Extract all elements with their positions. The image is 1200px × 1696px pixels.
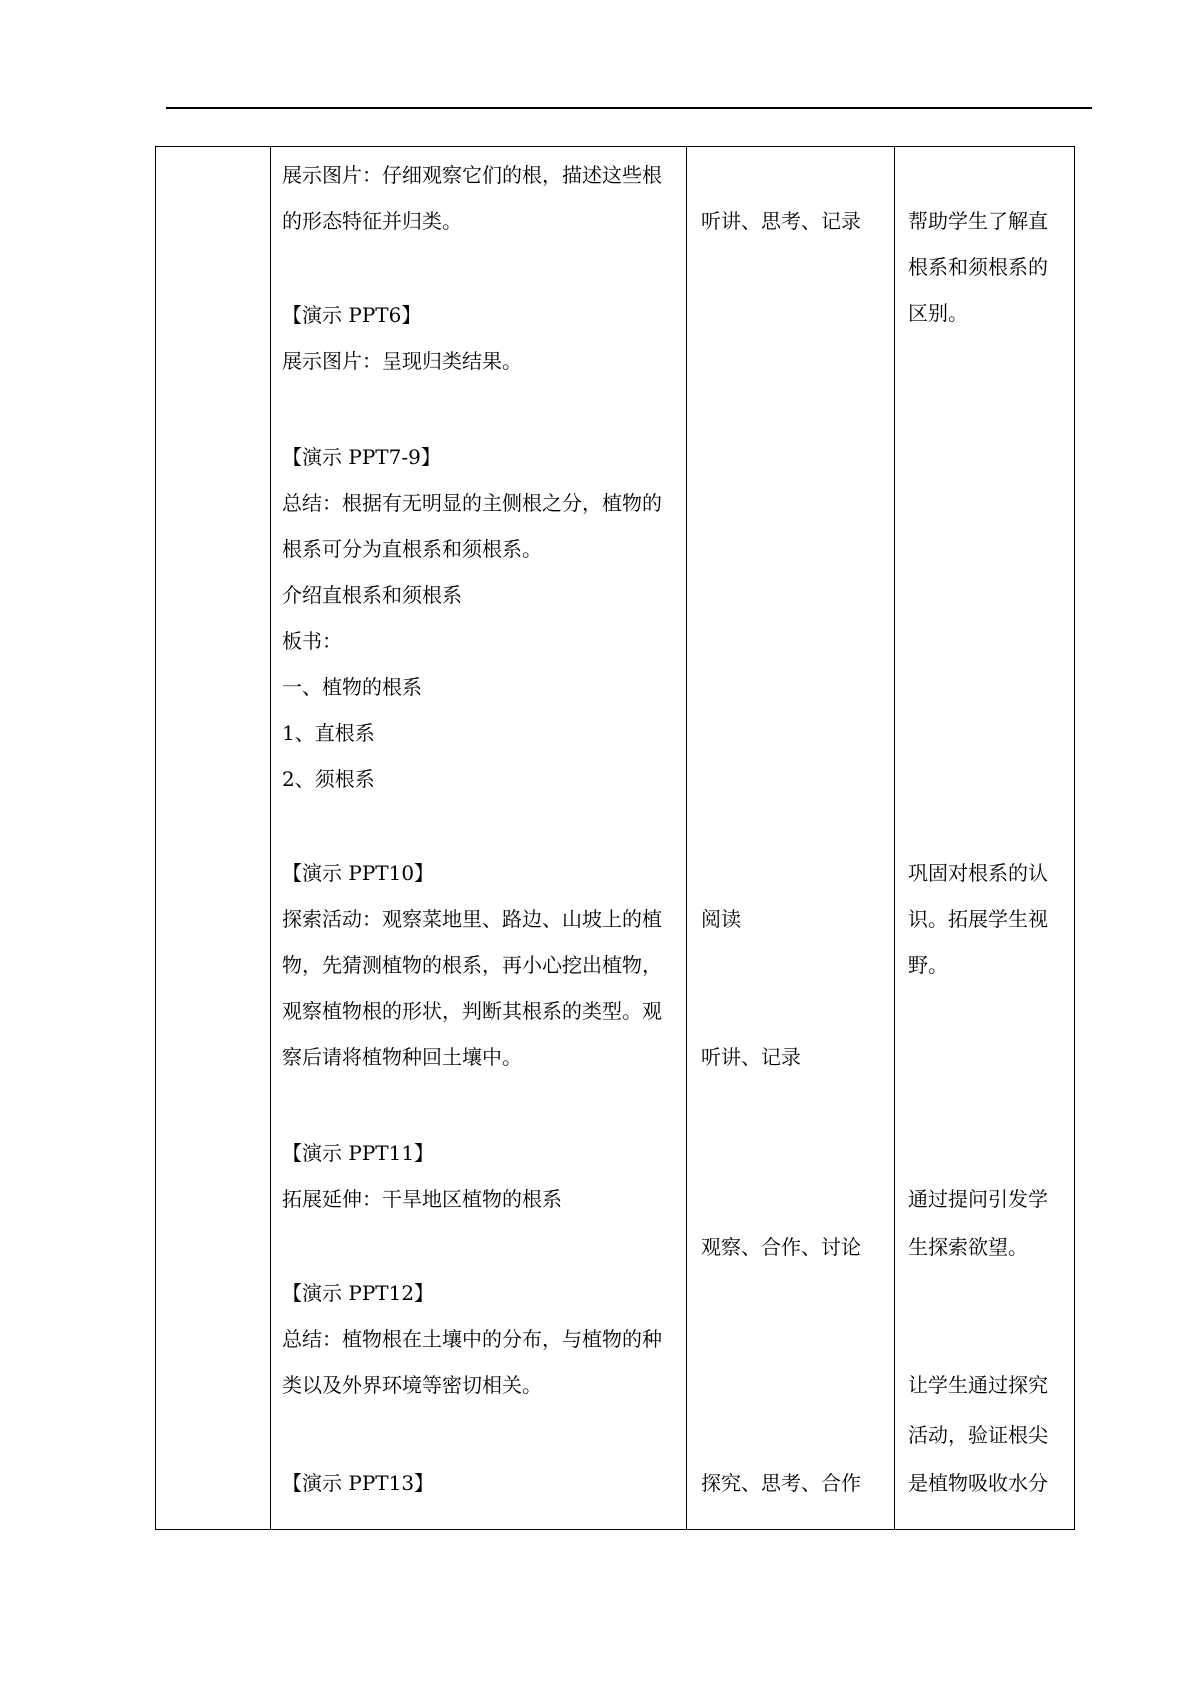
student-activity-line: 听讲、记录 bbox=[701, 1045, 801, 1069]
teacher-activity-line: 察后请将植物种回土壤中。 bbox=[282, 1045, 522, 1069]
design-intent-line: 根系和须根系的 bbox=[908, 255, 1048, 279]
design-intent-line: 巩固对根系的认 bbox=[908, 861, 1048, 885]
teacher-activity-line: 1、直根系 bbox=[282, 721, 375, 745]
design-intent-line: 识。拓展学生视 bbox=[908, 907, 1048, 931]
design-intent-line: 帮助学生了解直 bbox=[908, 209, 1048, 233]
design-intent-cell bbox=[908, 147, 1072, 1529]
teacher-activity-line: 拓展延伸：干旱地区植物的根系 bbox=[282, 1187, 562, 1211]
teacher-activity-line: 展示图片：呈现归类结果。 bbox=[282, 349, 522, 373]
student-activity-cell bbox=[701, 147, 891, 1529]
teacher-activity-line: 观察植物根的形状，判断其根系的类型。观 bbox=[282, 999, 662, 1023]
teacher-activity-line: 介绍直根系和须根系 bbox=[282, 583, 462, 607]
teacher-activity-line: 【演示 PPT6】 bbox=[282, 303, 422, 327]
stage-column-cell bbox=[156, 147, 270, 1529]
design-intent-line: 野。 bbox=[908, 953, 948, 977]
teacher-activity-line: 【演示 PPT11】 bbox=[282, 1141, 435, 1165]
column-divider-3 bbox=[894, 147, 895, 1529]
teacher-activity-line: 一、植物的根系 bbox=[282, 675, 422, 699]
column-divider-1 bbox=[270, 147, 271, 1529]
teacher-activity-line: 物，先猜测植物的根系，再小心挖出植物， bbox=[282, 953, 662, 977]
teacher-activity-line: 板书： bbox=[282, 629, 342, 653]
teacher-activity-line: 探索活动：观察菜地里、路边、山坡上的植 bbox=[282, 907, 662, 931]
teacher-activity-line: 根系可分为直根系和须根系。 bbox=[282, 537, 542, 561]
student-activity-line: 听讲、思考、记录 bbox=[701, 209, 861, 233]
teacher-activity-line: 总结：根据有无明显的主侧根之分，植物的 bbox=[282, 491, 662, 515]
student-activity-line: 探究、思考、合作 bbox=[701, 1471, 861, 1495]
design-intent-line: 让学生通过探究 bbox=[908, 1373, 1048, 1397]
teacher-activity-line: 【演示 PPT7-9】 bbox=[282, 445, 441, 469]
teacher-activity-line: 2、须根系 bbox=[282, 767, 375, 791]
teacher-activity-line: 【演示 PPT13】 bbox=[282, 1471, 435, 1495]
teacher-activity-line: 展示图片：仔细观察它们的根，描述这些根 bbox=[282, 163, 662, 187]
teacher-activity-line: 类以及外界环境等密切相关。 bbox=[282, 1373, 542, 1397]
column-divider-2 bbox=[686, 147, 687, 1529]
teacher-activity-line: 【演示 PPT10】 bbox=[282, 861, 435, 885]
design-intent-line: 区别。 bbox=[908, 301, 968, 325]
teacher-activity-line: 总结：植物根在土壤中的分布，与植物的种 bbox=[282, 1327, 662, 1351]
design-intent-line: 生探索欲望。 bbox=[908, 1235, 1028, 1259]
header-rule bbox=[166, 107, 1092, 109]
lesson-plan-table bbox=[155, 146, 1075, 1530]
design-intent-line: 活动，验证根尖 bbox=[908, 1423, 1048, 1447]
design-intent-line: 是植物吸收水分 bbox=[908, 1471, 1048, 1495]
design-intent-line: 通过提问引发学 bbox=[908, 1187, 1048, 1211]
teacher-activity-line: 【演示 PPT12】 bbox=[282, 1281, 435, 1305]
student-activity-line: 观察、合作、讨论 bbox=[701, 1235, 861, 1259]
teacher-activity-line: 的形态特征并归类。 bbox=[282, 209, 462, 233]
student-activity-line: 阅读 bbox=[701, 907, 741, 931]
teacher-activity-cell bbox=[282, 147, 682, 1529]
